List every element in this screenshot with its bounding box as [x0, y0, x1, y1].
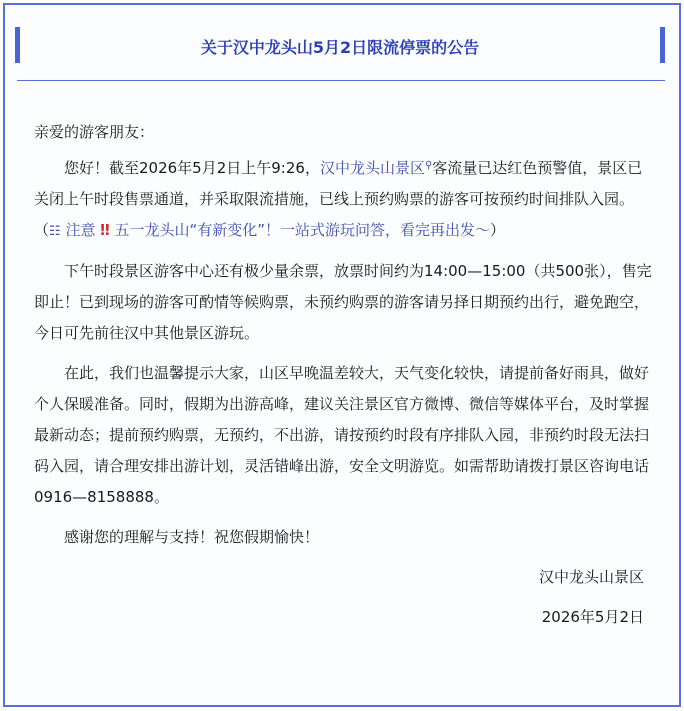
notice-title: 关于汉中龙头山5月2日限流停票的公告 [200, 38, 480, 57]
notice-date: 2026年5月2日 [541, 608, 644, 626]
header-accent-bar-right [660, 27, 665, 63]
header-divider [17, 80, 665, 81]
double-exclamation-icon: ‼ [100, 221, 110, 239]
paragraph-1 [34, 153, 652, 247]
scenic-area-link[interactable]: 汉中龙头山景区 [319, 159, 425, 177]
paragraph-2: 下午时段景区游客中心还有极少量余票，放票时间约为14:00—15:00（共500张），售完即止！已到现场的游客可酌情等候购票，未预约购票的游客请另择日期预约出行，避免跑空，今日可先前往汉中其他景区游玩。 [34, 262, 652, 342]
paragraph-1-intro: 您好！截至2026年5月2日上午9:26， [64, 159, 320, 177]
paragraph-1-body: 客流量已达红色预警值，景区已关闭上午时段售票通道，并采取限流措施，已线上预约购票的游客可按预约时间排队入园。（ [34, 159, 643, 239]
search-icon[interactable]: ⚲ [424, 160, 433, 171]
notice-body [34, 117, 652, 642]
greeting: 亲爱的游客朋友： [34, 123, 155, 141]
note-icon: ☷ [49, 224, 61, 239]
paragraph-1-close: ） [489, 221, 505, 239]
paragraph-3: 在此，我们也温馨提示大家，山区早晚温差较大，天气变化较快，请提前备好雨具，做好个人保暖准备。同时，假期为出游高峰，建议关注景区官方微博、微信等媒体平台，及时掌握最新动态；提前预约购票，无预约，不出游，请按预约时段有序排队入园，非预约时段无法扫码入园，请合理安排出游计划，灵活错峰出游，安全文明游览。如需帮助请拨打景区咨询电话0916—8158888。 [34, 364, 650, 506]
paragraph-4: 感谢您的理解与支持！祝您假期愉快！ [64, 528, 320, 546]
notice-header [15, 27, 665, 65]
note-text: 五一龙头山“有新变化”！一站式游玩问答，看完再出发～ [114, 221, 490, 239]
related-note-link[interactable] [49, 221, 490, 239]
note-label: 注意 [65, 221, 96, 239]
signature: 汉中龙头山景区 [538, 568, 644, 586]
